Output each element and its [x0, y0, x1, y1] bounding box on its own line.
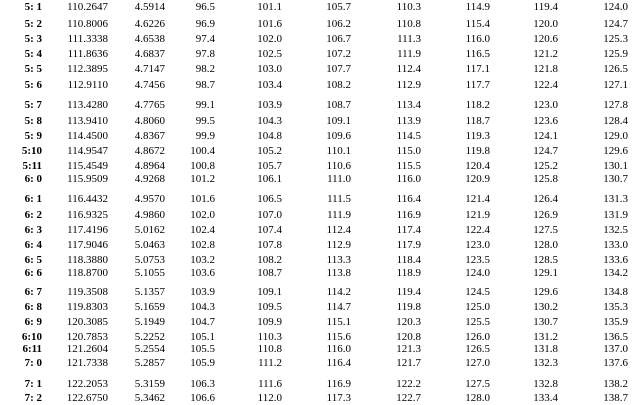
p75-cell: 120.4 [465, 160, 490, 172]
p10-cell: 112.0 [257, 392, 282, 404]
p90-cell: 133.4 [533, 392, 558, 404]
p10-cell: 101.1 [257, 1, 282, 13]
table-row [0, 144, 632, 158]
table-row [0, 78, 632, 92]
table-row [0, 129, 632, 143]
p50-cell: 117.9 [396, 239, 421, 251]
sd-cell: 4.6837 [134, 48, 165, 60]
p75-cell: 125.0 [465, 301, 490, 313]
age-cell: 5: 1 [24, 1, 42, 13]
p97-cell: 133.0 [603, 239, 628, 251]
age-cell: 6: 6 [24, 267, 42, 279]
p97-cell: 133.6 [603, 254, 628, 266]
p25-cell: 112.4 [326, 224, 351, 236]
sd-cell: 4.7147 [134, 63, 165, 75]
table-row [0, 238, 632, 252]
p75-cell: 121.9 [465, 209, 490, 221]
table-row [0, 62, 632, 76]
p10-cell: 102.5 [257, 48, 282, 60]
mean-cell: 114.9547 [67, 145, 108, 157]
sd-cell: 4.5914 [134, 1, 165, 13]
p97-cell: 138.7 [603, 392, 628, 404]
p25-cell: 106.7 [326, 33, 351, 45]
age-cell: 5: 8 [24, 115, 42, 127]
table-row [0, 391, 632, 405]
p97-cell: 132.5 [603, 224, 628, 236]
table-row [0, 223, 632, 237]
p75-cell: 124.0 [465, 267, 490, 279]
mean-cell: 118.3880 [67, 254, 108, 266]
mean-cell: 119.3508 [67, 286, 108, 298]
sd-cell: 5.1949 [134, 316, 165, 328]
mean-cell: 122.2053 [66, 378, 108, 390]
p50-cell: 122.7 [396, 392, 421, 404]
table-row [0, 208, 632, 222]
p50-cell: 114.5 [396, 130, 421, 142]
p10-cell: 105.2 [257, 145, 282, 157]
sd-cell: 5.1055 [134, 267, 165, 279]
table-row [0, 356, 632, 370]
p90-cell: 120.6 [533, 33, 558, 45]
p3-cell: 103.2 [190, 254, 215, 266]
p90-cell: 129.1 [533, 267, 558, 279]
mean-cell: 116.9325 [67, 209, 108, 221]
p90-cell: 124.1 [533, 130, 558, 142]
p90-cell: 127.5 [533, 224, 558, 236]
table-row [0, 253, 632, 267]
p25-cell: 110.1 [326, 145, 351, 157]
p3-cell: 102.8 [190, 239, 215, 251]
p25-cell: 106.2 [326, 18, 351, 30]
p3-cell: 102.4 [190, 224, 215, 236]
sd-cell: 5.2857 [134, 357, 165, 369]
p97-cell: 128.4 [603, 115, 628, 127]
p75-cell: 121.4 [465, 193, 490, 205]
p90-cell: 130.2 [533, 301, 558, 313]
p3-cell: 104.7 [190, 316, 215, 328]
p75-cell: 125.5 [465, 316, 490, 328]
p3-cell: 100.8 [190, 160, 215, 172]
p90-cell: 125.8 [533, 173, 558, 185]
p75-cell: 117.1 [465, 63, 490, 75]
p50-cell: 118.4 [396, 254, 421, 266]
table-row [0, 315, 632, 329]
p10-cell: 105.7 [257, 160, 282, 172]
table-row [0, 266, 632, 280]
age-cell: 6:10 [21, 331, 42, 343]
age-cell: 6: 7 [24, 286, 42, 298]
p75-cell: 119.3 [465, 130, 490, 142]
p3-cell: 102.0 [190, 209, 215, 221]
sd-cell: 4.8060 [134, 115, 165, 127]
p25-cell: 116.0 [326, 343, 351, 355]
age-cell: 5: 4 [24, 48, 42, 60]
mean-cell: 117.9046 [67, 239, 108, 251]
sd-cell: 4.6226 [134, 18, 165, 30]
p25-cell: 108.7 [326, 99, 351, 111]
p10-cell: 108.7 [257, 267, 282, 279]
mean-cell: 120.7853 [66, 331, 108, 343]
mean-cell: 115.9509 [67, 173, 108, 185]
mean-cell: 113.4280 [67, 99, 108, 111]
table-row [0, 377, 632, 391]
p50-cell: 120.8 [396, 331, 421, 343]
p50-cell: 116.9 [396, 209, 421, 221]
sd-cell: 4.6538 [134, 33, 165, 45]
age-cell: 7: 1 [24, 378, 42, 390]
mean-cell: 117.4196 [67, 224, 108, 236]
p50-cell: 113.4 [396, 99, 421, 111]
mean-cell: 111.8636 [67, 48, 108, 60]
age-cell: 7: 2 [24, 392, 42, 404]
mean-cell: 113.9410 [67, 115, 108, 127]
p25-cell: 115.6 [326, 331, 351, 343]
mean-cell: 112.9110 [67, 79, 108, 91]
p10-cell: 104.8 [257, 130, 282, 142]
p75-cell: 124.5 [465, 286, 490, 298]
p75-cell: 123.0 [465, 239, 490, 251]
mean-cell: 119.8303 [67, 301, 108, 313]
p50-cell: 116.0 [396, 173, 421, 185]
p25-cell: 113.3 [326, 254, 351, 266]
p25-cell: 111.9 [327, 209, 351, 221]
p3-cell: 96.5 [195, 1, 215, 13]
p97-cell: 127.8 [603, 99, 628, 111]
p97-cell: 131.3 [603, 193, 628, 205]
p50-cell: 112.4 [396, 63, 421, 75]
p90-cell: 124.7 [533, 145, 558, 157]
p50-cell: 120.3 [396, 316, 421, 328]
p25-cell: 117.3 [326, 392, 351, 404]
p90-cell: 125.2 [533, 160, 558, 172]
p3-cell: 101.2 [190, 173, 215, 185]
sd-cell: 5.3462 [134, 392, 165, 404]
p97-cell: 125.3 [603, 33, 628, 45]
p90-cell: 132.8 [533, 378, 558, 390]
p75-cell: 123.5 [465, 254, 490, 266]
p97-cell: 134.2 [603, 267, 628, 279]
p97-cell: 129.0 [603, 130, 628, 142]
p75-cell: 119.8 [465, 145, 490, 157]
p97-cell: 138.2 [603, 378, 628, 390]
age-cell: 5: 9 [24, 130, 42, 142]
p97-cell: 130.7 [603, 173, 628, 185]
mean-cell: 122.6750 [66, 392, 108, 404]
p25-cell: 110.6 [326, 160, 351, 172]
mean-cell: 112.3895 [67, 63, 108, 75]
p25-cell: 116.9 [326, 378, 351, 390]
p3-cell: 106.6 [190, 392, 215, 404]
p75-cell: 114.9 [465, 1, 490, 13]
p50-cell: 116.4 [396, 193, 421, 205]
p10-cell: 107.0 [257, 209, 282, 221]
sd-cell: 4.7456 [134, 79, 165, 91]
age-cell: 6: 0 [24, 173, 42, 185]
age-cell: 6: 8 [24, 301, 42, 313]
p90-cell: 121.2 [533, 48, 558, 60]
p50-cell: 122.2 [396, 378, 421, 390]
sd-cell: 5.0463 [134, 239, 165, 251]
sd-cell: 4.8367 [134, 130, 165, 142]
p50-cell: 110.3 [396, 1, 421, 13]
sd-cell: 5.1357 [134, 286, 165, 298]
sd-cell: 4.7765 [134, 99, 165, 111]
p50-cell: 118.9 [396, 267, 421, 279]
p97-cell: 125.9 [603, 48, 628, 60]
p75-cell: 118.2 [465, 99, 490, 111]
p97-cell: 127.1 [603, 79, 628, 91]
p90-cell: 119.4 [533, 1, 558, 13]
p50-cell: 110.8 [396, 18, 421, 30]
p90-cell: 121.8 [533, 63, 558, 75]
p97-cell: 124.0 [603, 1, 628, 13]
age-cell: 6:11 [22, 343, 42, 355]
p10-cell: 110.8 [257, 343, 282, 355]
p97-cell: 137.0 [603, 343, 628, 355]
age-cell: 5: 6 [24, 79, 42, 91]
p50-cell: 113.9 [396, 115, 421, 127]
sd-cell: 4.9268 [134, 173, 165, 185]
table-row [0, 47, 632, 61]
p97-cell: 134.8 [603, 286, 628, 298]
p50-cell: 115.0 [396, 145, 421, 157]
p50-cell: 112.9 [396, 79, 421, 91]
p10-cell: 111.2 [258, 357, 282, 369]
mean-cell: 121.7338 [66, 357, 108, 369]
sd-cell: 5.3159 [134, 378, 165, 390]
table-row [0, 32, 632, 46]
p97-cell: 124.7 [603, 18, 628, 30]
age-cell: 7: 0 [24, 357, 42, 369]
table-row [0, 159, 632, 173]
p50-cell: 111.9 [397, 48, 421, 60]
p3-cell: 99.9 [195, 130, 215, 142]
table-row [0, 98, 632, 112]
p75-cell: 126.5 [465, 343, 490, 355]
mean-cell: 116.4432 [67, 193, 108, 205]
p90-cell: 131.8 [533, 343, 558, 355]
p75-cell: 116.5 [465, 48, 490, 60]
p50-cell: 117.4 [396, 224, 421, 236]
p25-cell: 111.5 [327, 193, 351, 205]
mean-cell: 118.8700 [67, 267, 108, 279]
age-cell: 6: 1 [24, 193, 42, 205]
p97-cell: 135.9 [603, 316, 628, 328]
p50-cell: 121.3 [396, 343, 421, 355]
mean-cell: 110.2647 [67, 1, 108, 13]
table-row [0, 300, 632, 314]
sd-cell: 5.2554 [134, 343, 165, 355]
p25-cell: 109.6 [326, 130, 351, 142]
p90-cell: 128.5 [533, 254, 558, 266]
p25-cell: 109.1 [326, 115, 351, 127]
p97-cell: 126.5 [603, 63, 628, 75]
p90-cell: 123.6 [533, 115, 558, 127]
p3-cell: 104.3 [190, 301, 215, 313]
p75-cell: 127.5 [465, 378, 490, 390]
p90-cell: 132.3 [533, 357, 558, 369]
p25-cell: 105.7 [326, 1, 351, 13]
p10-cell: 106.5 [257, 193, 282, 205]
table-row [0, 172, 632, 186]
p3-cell: 105.5 [190, 343, 215, 355]
p10-cell: 109.5 [257, 301, 282, 313]
age-cell: 6: 4 [24, 239, 42, 251]
sd-cell: 4.8672 [134, 145, 165, 157]
age-cell: 6: 3 [24, 224, 42, 236]
p75-cell: 116.0 [465, 33, 490, 45]
age-cell: 5:11 [22, 160, 42, 172]
p3-cell: 106.3 [190, 378, 215, 390]
table-row [0, 192, 632, 206]
age-cell: 5: 3 [24, 33, 42, 45]
p10-cell: 107.4 [257, 224, 282, 236]
age-cell: 5:10 [21, 145, 42, 157]
p10-cell: 111.6 [258, 378, 282, 390]
p97-cell: 136.5 [603, 331, 628, 343]
p10-cell: 103.9 [257, 99, 282, 111]
p50-cell: 115.5 [396, 160, 421, 172]
p90-cell: 130.7 [533, 316, 558, 328]
p3-cell: 101.6 [190, 193, 215, 205]
p90-cell: 128.0 [533, 239, 558, 251]
mean-cell: 115.4549 [67, 160, 108, 172]
p75-cell: 126.0 [465, 331, 490, 343]
p97-cell: 131.9 [603, 209, 628, 221]
p75-cell: 118.7 [465, 115, 490, 127]
p97-cell: 130.1 [603, 160, 628, 172]
p10-cell: 109.1 [257, 286, 282, 298]
mean-cell: 110.8006 [67, 18, 108, 30]
age-cell: 6: 2 [24, 209, 42, 221]
p10-cell: 101.6 [257, 18, 282, 30]
sd-cell: 4.9570 [134, 193, 165, 205]
p25-cell: 116.4 [326, 357, 351, 369]
p25-cell: 113.8 [326, 267, 351, 279]
p25-cell: 115.1 [326, 316, 351, 328]
p25-cell: 112.9 [326, 239, 351, 251]
p97-cell: 135.3 [603, 301, 628, 313]
table-row [0, 342, 632, 356]
p75-cell: 128.0 [465, 392, 490, 404]
p3-cell: 100.4 [190, 145, 215, 157]
mean-cell: 121.2604 [66, 343, 108, 355]
sd-cell: 4.8964 [134, 160, 165, 172]
mean-cell: 111.3338 [67, 33, 108, 45]
p25-cell: 114.2 [326, 286, 351, 298]
p3-cell: 99.1 [195, 99, 215, 111]
p90-cell: 131.2 [533, 331, 558, 343]
p3-cell: 97.4 [195, 33, 215, 45]
sd-cell: 4.9860 [134, 209, 165, 221]
p75-cell: 117.7 [465, 79, 490, 91]
p75-cell: 122.4 [465, 224, 490, 236]
p10-cell: 104.3 [257, 115, 282, 127]
table-row [0, 114, 632, 128]
age-cell: 5: 5 [24, 63, 42, 75]
p90-cell: 126.4 [533, 193, 558, 205]
sd-cell: 5.2252 [134, 331, 165, 343]
p50-cell: 119.8 [396, 301, 421, 313]
p3-cell: 98.7 [195, 79, 215, 91]
sd-cell: 5.0162 [134, 224, 165, 236]
mean-cell: 114.4500 [67, 130, 108, 142]
p10-cell: 102.0 [257, 33, 282, 45]
p25-cell: 114.7 [326, 301, 351, 313]
p25-cell: 111.0 [327, 173, 351, 185]
p10-cell: 108.2 [257, 254, 282, 266]
table-row [0, 17, 632, 31]
p10-cell: 109.9 [257, 316, 282, 328]
p3-cell: 105.9 [190, 357, 215, 369]
mean-cell: 120.3085 [66, 316, 108, 328]
p10-cell: 107.8 [257, 239, 282, 251]
p3-cell: 96.9 [195, 18, 215, 30]
p25-cell: 108.2 [326, 79, 351, 91]
p75-cell: 127.0 [465, 357, 490, 369]
age-cell: 6: 5 [24, 254, 42, 266]
sd-cell: 5.1659 [134, 301, 165, 313]
p3-cell: 103.6 [190, 267, 215, 279]
age-cell: 5: 7 [24, 99, 42, 111]
p75-cell: 120.9 [465, 173, 490, 185]
p97-cell: 129.6 [603, 145, 628, 157]
p75-cell: 115.4 [465, 18, 490, 30]
p25-cell: 107.7 [326, 63, 351, 75]
table-row [0, 0, 632, 14]
p3-cell: 97.8 [195, 48, 215, 60]
p10-cell: 103.0 [257, 63, 282, 75]
p90-cell: 123.0 [533, 99, 558, 111]
p90-cell: 122.4 [533, 79, 558, 91]
age-cell: 6: 9 [24, 316, 42, 328]
p3-cell: 98.2 [195, 63, 215, 75]
p50-cell: 121.7 [396, 357, 421, 369]
p10-cell: 106.1 [257, 173, 282, 185]
p10-cell: 110.3 [257, 331, 282, 343]
age-cell: 5: 2 [24, 18, 42, 30]
p25-cell: 107.2 [326, 48, 351, 60]
table-row [0, 285, 632, 299]
p90-cell: 129.6 [533, 286, 558, 298]
p3-cell: 103.9 [190, 286, 215, 298]
sd-cell: 5.0753 [134, 254, 165, 266]
p3-cell: 105.1 [190, 331, 215, 343]
p3-cell: 99.5 [195, 115, 215, 127]
p50-cell: 111.3 [397, 33, 421, 45]
p50-cell: 119.4 [396, 286, 421, 298]
p97-cell: 137.6 [603, 357, 628, 369]
p90-cell: 120.0 [533, 18, 558, 30]
p90-cell: 126.9 [533, 209, 558, 221]
p10-cell: 103.4 [257, 79, 282, 91]
